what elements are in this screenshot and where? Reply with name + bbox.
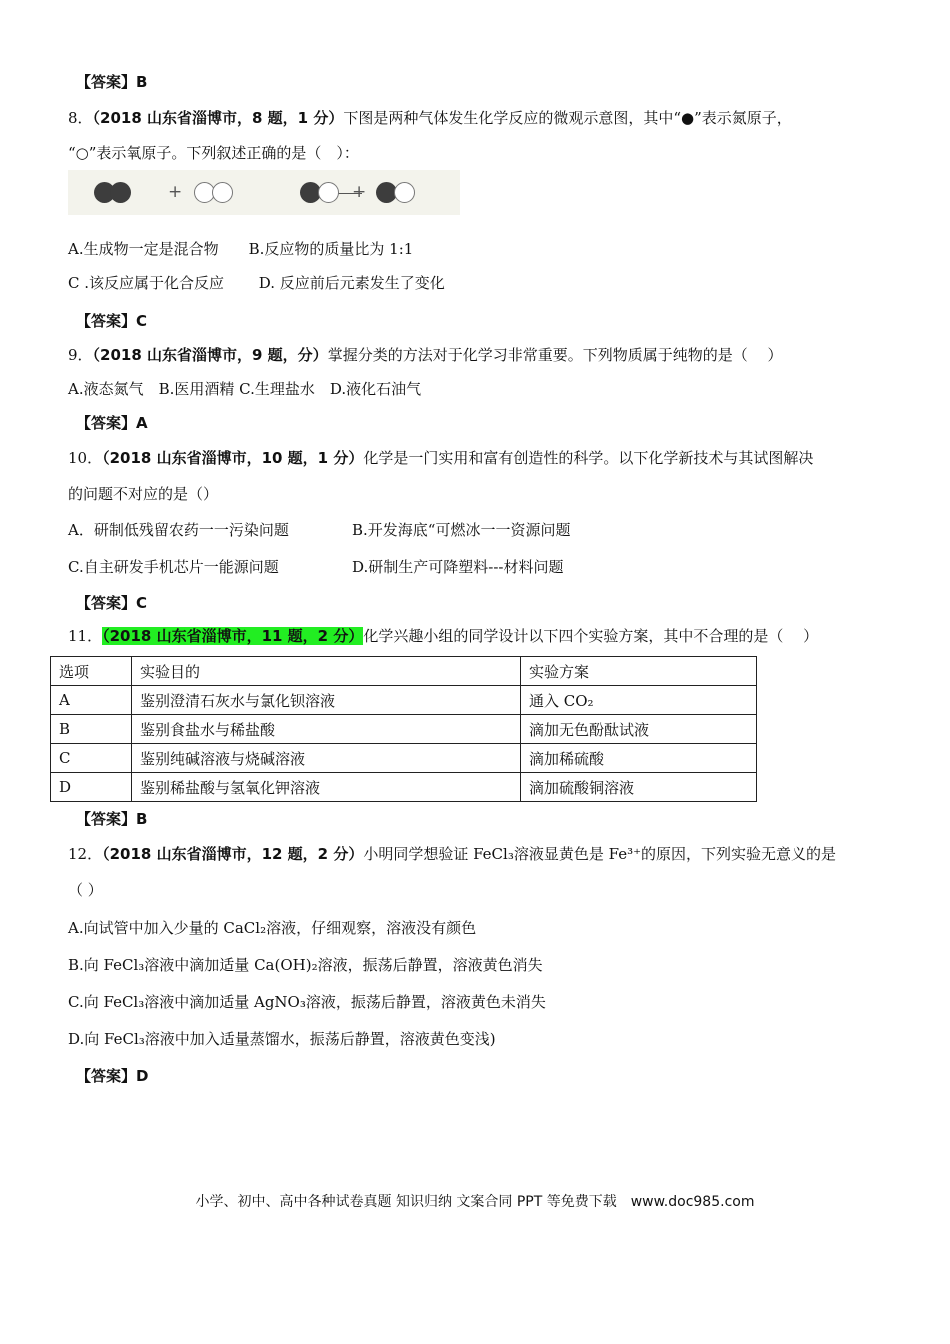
nitrogen-atom-icon [110,182,131,203]
answer-q8: 【答案】C [76,312,148,330]
question-8-options-ab: A.生成物一定是混合物 B.反应物的质量比为 1:1 [68,240,414,258]
question-9-stem: 9．（2018 山东省淄博市，9 题，分）掌握分类的方法对于化学习非常重要。下列物质属于纯物的是（ ） [68,346,783,364]
oxygen-atom-icon [318,182,339,203]
oxygen-atom-icon [212,182,233,203]
table-cell: D [51,773,132,802]
table-cell: A [51,686,132,715]
table-header-row [51,657,757,686]
table-cell: 鉴别澄清石灰水与氯化钡溶液 [132,686,521,715]
question-12-option-c: C.向 FeCl₃溶液中滴加适量 AgNO₃溶液，振荡后静置，溶液黄色未消失 [68,993,546,1011]
question-10-stem: 10．（2018 山东省淄博市，10 题，1 分）化学是一门实用和富有创造性的科学。以下化学新技术与其试图解决 [68,449,814,467]
answer-q12: 【答案】D [76,1067,149,1085]
table-cell: 通入 CO₂ [521,686,757,715]
answer-q7: 【答案】B [76,73,148,91]
plus-sign-icon: + [168,182,183,202]
question-10-option-d: D.研制生产可降塑料---材料问题 [352,558,564,576]
table-cell: 鉴别食盐水与稀盐酸 [132,715,521,744]
table-header-cell: 选项 [51,657,132,686]
table-row [51,773,757,802]
question-8-options-cd: C .该反应属于化合反应 D. 反应前后元素发生了变化 [68,274,445,292]
question-10-option-b: B.开发海底“可燃冰一一资源问题 [352,521,571,539]
question-10-option-c: C.自主研发手机芯片一能源问题 [68,558,279,576]
table-row [51,686,757,715]
answer-q10: 【答案】C [76,594,148,612]
question-9-options: A.液态氮气 B.医用酒精 C.生理盐水 D.液化石油气 [68,380,422,398]
question-8-stem-cont: “○”表示氧原子。下列叙述正确的是（ ）： [68,144,359,162]
plus-sign-icon: + [352,182,367,202]
table-cell: B [51,715,132,744]
reaction-diagram [68,170,460,215]
question-10-stem-cont: 的问题不对应的是（） [68,485,219,503]
oxygen-atom-icon [394,182,415,203]
page-footer: 小学、初中、高中各种试卷真题 知识归纳 文案合同 PPT 等免费下载 www.doc985.com [195,1194,755,1210]
question-11-stem: 11．（2018 山东省淄博市，11 题，2 分）化学兴趣小组的同学设计以下四个实验方案，其中不合理的是（ ） [68,627,819,645]
question-12-stem-cont: （ ） [68,881,103,899]
question-10-option-a: A．研制低残留农药一一污染问题 [68,521,289,539]
experiment-table [50,656,757,802]
table-header-cell: 实验目的 [132,657,521,686]
table-row [51,715,757,744]
table-cell: 滴加无色酚酞试液 [521,715,757,744]
answer-q9: 【答案】A [76,414,148,432]
question-12-stem: 12．（2018 山东省淄博市，12 题，2 分）小明同学想验证 FeCl₃溶液显黄色是 Fe³⁺的原因，下列实验无意义的是 [68,845,837,863]
highlighted-source: （2018 山东省淄博市，11 题，2 分） [102,627,364,645]
question-12-option-b: B.向 FeCl₃溶液中滴加适量 Ca(OH)₂溶液，振荡后静置，溶液黄色消失 [68,956,543,974]
table-cell: 鉴别稀盐酸与氢氧化钾溶液 [132,773,521,802]
table-header-cell: 实验方案 [521,657,757,686]
table-cell: 滴加稀硫酸 [521,744,757,773]
table-cell: C [51,744,132,773]
question-8-stem: 8．（2018 山东省淄博市，8 题，1 分）下图是两种气体发生化学反应的微观示意图，其中“●”表示氮原子， [68,109,792,127]
table-cell: 滴加硫酸铜溶液 [521,773,757,802]
table-row [51,744,757,773]
table-cell: 鉴别纯碱溶液与烧碱溶液 [132,744,521,773]
question-12-option-d: D.向 FeCl₃溶液中加入适量蒸馏水，振荡后静置，溶液黄色变浅) [68,1030,496,1048]
answer-q11: 【答案】B [76,810,148,828]
question-12-option-a: A.向试管中加入少量的 CaCl₂溶液，仔细观察，溶液没有颜色 [68,919,477,937]
